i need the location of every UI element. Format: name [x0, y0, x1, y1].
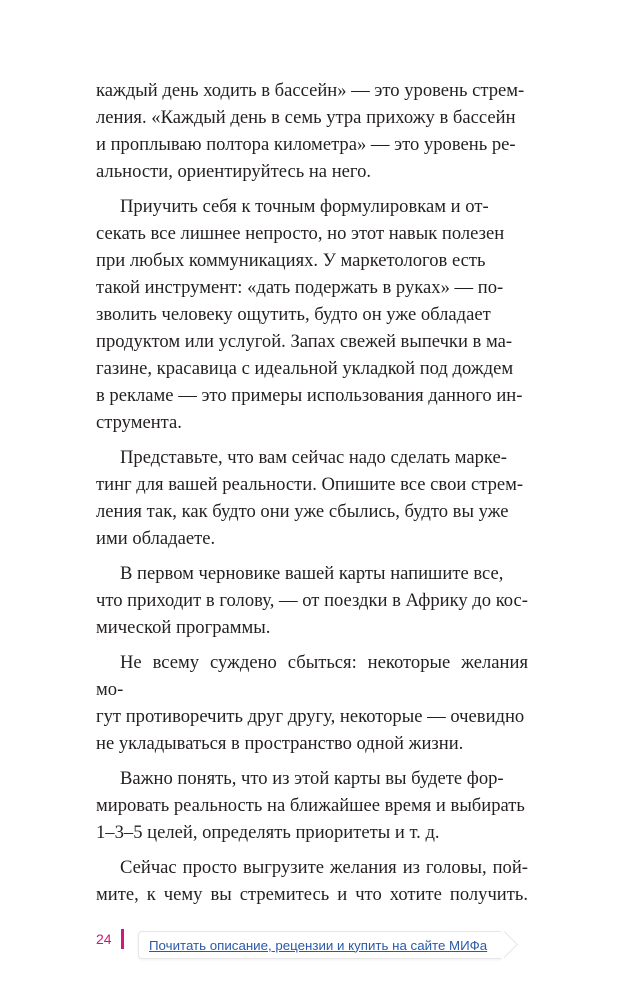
- miff-store-link[interactable]: [138, 931, 501, 959]
- paragraph-5: [96, 649, 528, 757]
- text-line: Приучить себя к точным формулировкам и от-: [120, 196, 489, 217]
- text-line: мической программы.: [96, 617, 271, 638]
- text-line: Важно понять, что из этой карты вы будете фор-: [120, 768, 504, 789]
- paragraph-1: [96, 77, 528, 185]
- text-line: при любых коммуникациях. У маркетологов есть: [96, 250, 486, 271]
- text-line: В первом черновике вашей карты напишите все,: [120, 563, 504, 584]
- paragraph-3: [96, 444, 528, 552]
- paragraph-6: [96, 765, 528, 846]
- page-number-divider: [121, 929, 124, 949]
- page-number: 24: [96, 931, 112, 947]
- text-line: и проплываю полтора километра» — это уровень ре-: [96, 134, 516, 155]
- miff-store-link-label: Почитать описание, рецензии и купить на сайте МИФа: [149, 937, 488, 953]
- text-line: каждый день ходить в бассейн» — это уровень стрем-: [96, 80, 525, 101]
- page-footer: [96, 928, 516, 958]
- text-line: Не всему суждено сбыться: некоторые желания мо-: [96, 652, 528, 700]
- text-line: струмента.: [96, 412, 182, 433]
- text-line: гут противоречить друг другу, некоторые — очевидно: [96, 706, 525, 727]
- text-line: зволить человеку ощутить, будто он уже обладает: [96, 304, 491, 325]
- text-line: ления так, как будто они уже сбылись, будто вы уже: [96, 501, 509, 522]
- text-line: Сейчас просто выгрузите желания из головы, пой-: [120, 857, 528, 878]
- text-line: ления. «Каждый день в семь утра прихожу в бассейн: [96, 107, 516, 128]
- paragraph-2: [96, 193, 528, 436]
- text-line: секать все лишнее непросто, но этот навык полезен: [96, 223, 505, 244]
- text-line: ими обладаете.: [96, 528, 216, 549]
- text-line: альности, ориентируйтесь на него.: [96, 161, 372, 182]
- text-line: мите, к чему вы стремитесь и что хотите получить.: [96, 884, 528, 905]
- paragraph-4: [96, 560, 528, 641]
- link-arrow-tip: [491, 931, 518, 958]
- paragraph-7: [96, 854, 528, 908]
- text-line: что приходит в голову, — от поездки в Африку до кос-: [96, 590, 528, 611]
- text-line: Представьте, что вам сейчас надо сделать марке-: [120, 447, 507, 468]
- text-line: в рекламе — это примеры использования данного ин-: [96, 385, 523, 406]
- text-line: тинг для вашей реальности. Опишите все свои стрем-: [96, 474, 524, 495]
- text-line: мировать реальность на ближайшее время и выбирать: [96, 795, 525, 816]
- text-line: такой инструмент: «дать подержать в руках» — по-: [96, 277, 504, 298]
- body-text: [96, 77, 528, 916]
- text-line: не укладываться в пространство одной жизни.: [96, 733, 464, 754]
- text-line: продуктом или услугой. Запах свежей выпечки в ма-: [96, 331, 513, 352]
- text-line: газине, красавица с идеальной укладкой под дождем: [96, 358, 514, 379]
- text-line: 1–3–5 целей, определять приоритеты и т. д.: [96, 822, 440, 843]
